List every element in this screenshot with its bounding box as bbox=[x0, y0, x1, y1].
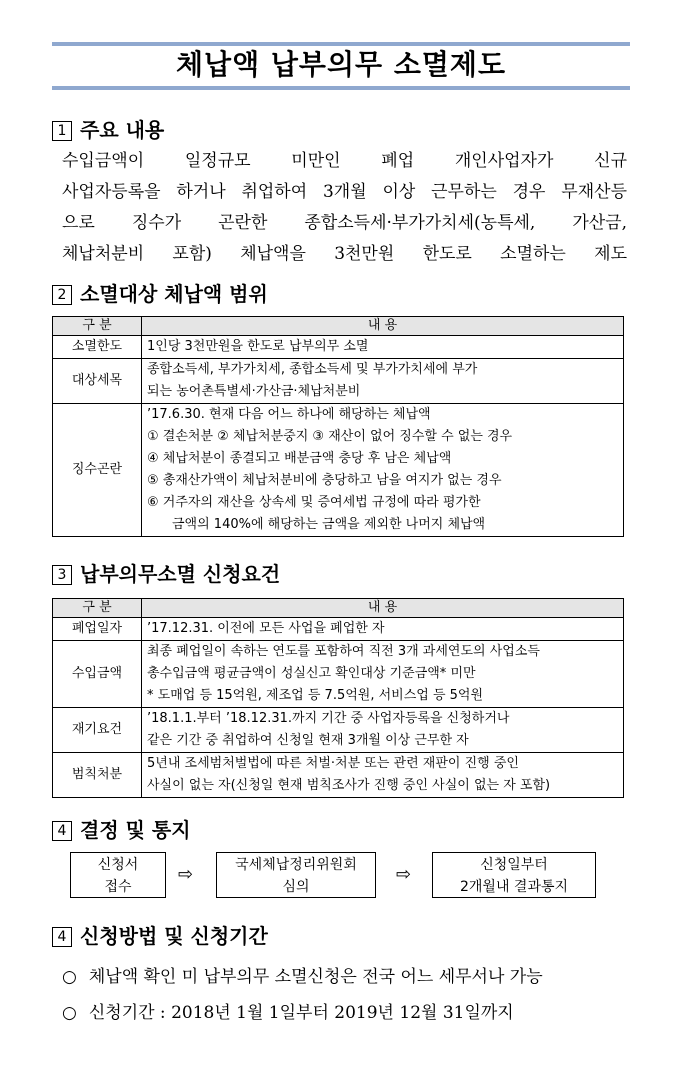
table-row bbox=[53, 708, 624, 753]
row-line: ④ 체납처분이 종결되고 배분금액 충당 후 남은 체납액 bbox=[147, 451, 452, 466]
circle-bullet-icon: ○ bbox=[62, 1003, 77, 1023]
section-3-title: 납부의무소멸 신청요건 bbox=[80, 562, 281, 586]
section-2-heading bbox=[52, 278, 268, 307]
row-content bbox=[142, 336, 624, 359]
row-line: ⑤ 총재산가액이 체납처분비에 충당하고 남을 여지가 없는 경우 bbox=[147, 473, 502, 488]
section-3-heading bbox=[52, 558, 280, 587]
column-header: 구 분 bbox=[53, 317, 142, 336]
row-line: 되는 농어촌특별세·가산금·체납처분비 bbox=[147, 384, 361, 399]
section-1-heading bbox=[52, 114, 164, 143]
section-4-heading bbox=[52, 814, 191, 843]
section-1-paragraph bbox=[62, 146, 627, 270]
right-arrow-icon: ⇨ bbox=[396, 864, 412, 885]
paragraph-line: 체납처분비 포함) 체납액을 3천만원 한도로 소멸하는 제도 bbox=[62, 244, 627, 264]
section-5-number: 4 bbox=[52, 927, 72, 947]
row-label: 소멸한도 bbox=[53, 336, 142, 359]
circle-bullet-icon: ○ bbox=[62, 967, 77, 987]
row-line: 최종 폐업일이 속하는 연도를 포함하여 직전 3개 과세연도의 사업소득 bbox=[147, 644, 540, 659]
section-5-title: 신청방법 및 신청기간 bbox=[80, 924, 268, 948]
row-content bbox=[142, 753, 624, 798]
row-content bbox=[142, 641, 624, 708]
section-1-title: 주요 내용 bbox=[80, 118, 165, 142]
section-2-number: 2 bbox=[52, 285, 72, 305]
table-row bbox=[53, 641, 624, 708]
flow-step-line: 신청일부터 bbox=[480, 857, 548, 873]
section-3-number: 3 bbox=[52, 565, 72, 585]
row-label: 수입금액 bbox=[53, 641, 142, 708]
row-line: 사실이 없는 자(신청일 현재 범칙조사가 진행 중인 사실이 없는 자 포함) bbox=[147, 778, 551, 793]
table-header-row bbox=[53, 317, 624, 336]
row-label: 재기요건 bbox=[53, 708, 142, 753]
row-line: 금액의 140%에 해당하는 금액을 제외한 나머지 체납액 bbox=[172, 517, 486, 532]
table-row bbox=[53, 336, 624, 359]
title-bottom-rule bbox=[52, 86, 630, 90]
flow-step-submit bbox=[70, 852, 166, 898]
flow-step-line: 2개월내 결과통지 bbox=[459, 879, 569, 895]
table-row bbox=[53, 404, 624, 537]
row-line: ⑥ 거주자의 재산을 상속세 및 증여세법 규정에 따라 평가한 bbox=[147, 495, 481, 510]
row-line: ’18.1.1.부터 ’18.12.31.까지 기간 중 사업자등록을 신청하거나 bbox=[147, 711, 510, 726]
page-title: 체납액 납부의무 소멸제도 bbox=[175, 48, 507, 81]
list-item-text: 체납액 확인 미 납부의무 소멸신청은 전국 어느 세무서나 가능 bbox=[88, 967, 543, 987]
column-header: 내 용 bbox=[142, 599, 624, 618]
section-4-number: 4 bbox=[52, 821, 72, 841]
flow-step-line: 신청서 bbox=[97, 857, 139, 873]
row-line: ’17.6.30. 현재 다음 어느 하나에 해당하는 체납액 bbox=[147, 407, 431, 422]
row-content bbox=[142, 404, 624, 537]
section-5-heading bbox=[52, 920, 268, 949]
row-line: 1인당 3천만원을 한도로 납부의무 소멸 bbox=[147, 339, 369, 354]
row-label: 폐업일자 bbox=[53, 618, 142, 641]
row-line: 총수입금액 평균금액이 성실신고 확인대상 기준금액* 미만 bbox=[147, 666, 476, 681]
paragraph-line: 수입금액이 일정규모 미만인 폐업 개인사업자가 신규 bbox=[62, 151, 627, 171]
row-line: ① 결손처분 ② 체납처분중지 ③ 재산이 없어 징수할 수 없는 경우 bbox=[147, 429, 513, 444]
flow-step-line: 접수 bbox=[104, 879, 132, 895]
table-row bbox=[53, 618, 624, 641]
row-line: * 도매업 등 15억원, 제조업 등 7.5억원, 서비스업 등 5억원 bbox=[147, 688, 484, 703]
column-header: 내 용 bbox=[142, 317, 624, 336]
table-row bbox=[53, 359, 624, 404]
row-content bbox=[142, 618, 624, 641]
row-label: 대상세목 bbox=[53, 359, 142, 404]
column-header: 구 분 bbox=[53, 599, 142, 618]
table-header-row bbox=[53, 599, 624, 618]
row-line: 같은 기간 중 취업하여 신청일 현재 3개월 이상 근무한 자 bbox=[147, 733, 469, 748]
row-content bbox=[142, 708, 624, 753]
flow-step-notify bbox=[432, 852, 596, 898]
list-item-text: 신청기간 : 2018년 1월 1일부터 2019년 12월 31일까지 bbox=[88, 1003, 514, 1023]
row-line: ’17.12.31. 이전에 모든 사업을 폐업한 자 bbox=[147, 621, 385, 636]
list-item bbox=[62, 962, 543, 987]
flow-step-line: 심의 bbox=[282, 879, 310, 895]
scope-table bbox=[52, 316, 624, 537]
list-item bbox=[62, 998, 514, 1023]
section-1-number: 1 bbox=[52, 121, 72, 141]
table-row bbox=[53, 753, 624, 798]
row-content bbox=[142, 359, 624, 404]
row-line: 종합소득세, 부가가치세, 종합소득세 및 부가가치세에 부가 bbox=[147, 362, 478, 377]
row-label: 범칙처분 bbox=[53, 753, 142, 798]
row-line: 5년내 조세범처벌법에 따른 처벌·처분 또는 관련 재판이 진행 중인 bbox=[147, 756, 519, 771]
right-arrow-icon: ⇨ bbox=[178, 864, 194, 885]
section-2-title: 소멸대상 체납액 범위 bbox=[80, 282, 268, 306]
flow-step-line: 국세체납정리위원회 bbox=[235, 857, 357, 873]
requirements-table bbox=[52, 598, 624, 798]
section-4-title: 결정 및 통지 bbox=[80, 818, 191, 842]
row-label: 징수곤란 bbox=[53, 404, 142, 537]
paragraph-line: 으로 징수가 곤란한 종합소득세·부가가치세(농특세, 가산금, bbox=[62, 213, 627, 233]
flow-step-review bbox=[216, 852, 376, 898]
paragraph-line: 사업자등록을 하거나 취업하여 3개월 이상 근무하는 경우 무재산등 bbox=[62, 182, 627, 202]
